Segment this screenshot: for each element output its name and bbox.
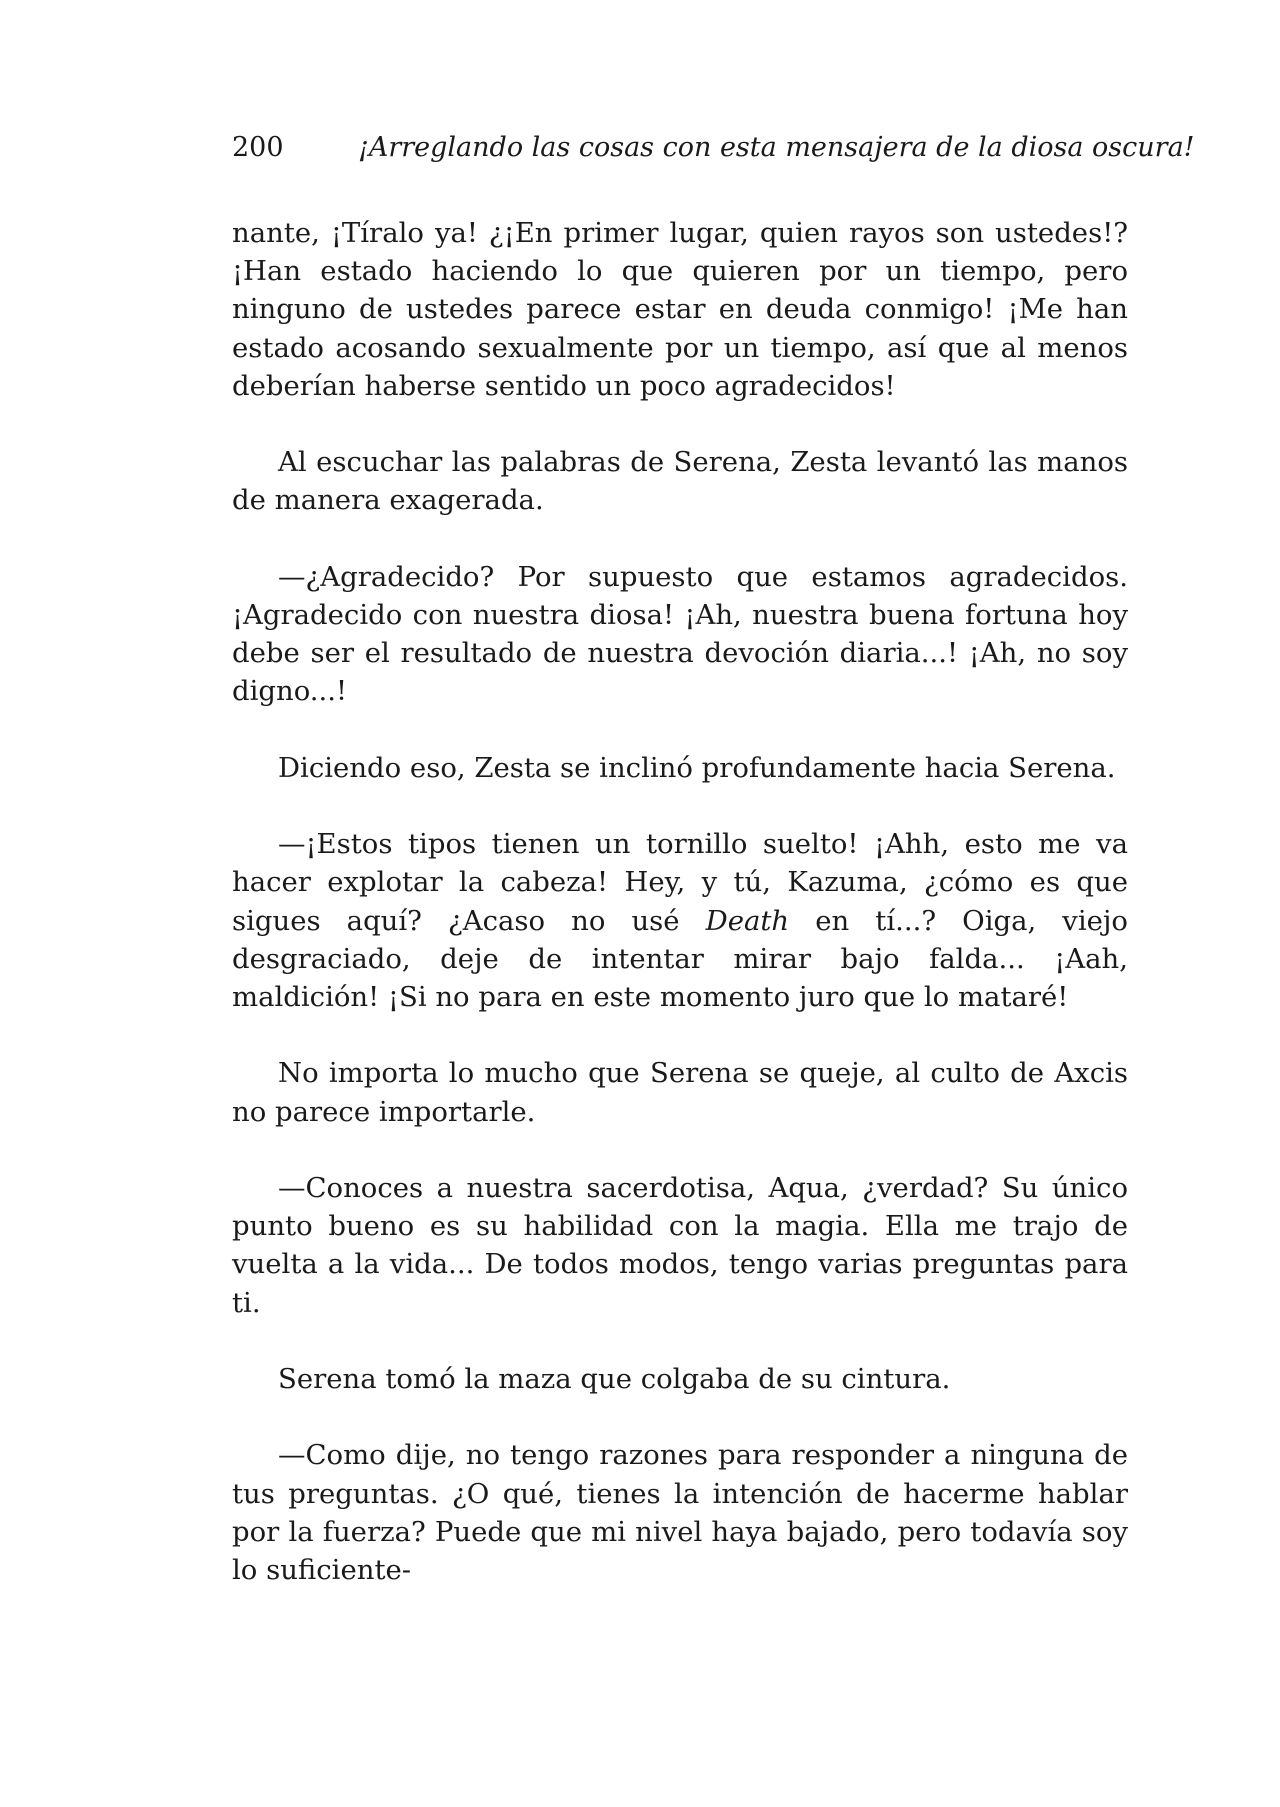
page-header	[232, 128, 1195, 168]
book-page	[232, 128, 1195, 1627]
paragraph: Al escuchar las palabras de Serena, Zesta levantó las manos de manera exagerada.	[232, 446, 1128, 517]
paragraph: nante, ¡Tíralo ya! ¿¡En primer lugar, quien rayos son ustedes!? ¡Han estado haciendo lo que quieren por un tiempo, pero ninguno de ustedes parece estar en deuda conmigo! ¡Me han estado acosando sexualmente por un tiempo, así que al menos deberían haberse sentido un poco agradecidos!	[232, 217, 1128, 402]
paragraph-text: —¡Estos tipos tienen un tornillo suelto! ¡Ahh, esto me va hacer explotar la cabeza! Hey, y tú, Kazuma, ¿cómo es que sigues aquí? ¿Acaso no usé	[232, 828, 1128, 937]
running-title: ¡Arreglando las cosas con esta mensajera de la diosa oscura!	[358, 132, 1195, 163]
paragraph: Diciendo eso, Zesta se inclinó profundamente hacia Serena.	[278, 751, 1116, 784]
paragraph	[232, 825, 1128, 1016]
paragraph: —Como dije, no tengo razones para responder a ninguna de tus preguntas. ¿O qué, tienes la intención de hacerme hablar por la fuerza? Puede que mi nivel haya bajado, pero todavía soy lo suficiente-	[232, 1439, 1128, 1586]
paragraph: —Conoces a nuestra sacerdotisa, Aqua, ¿verdad? Su único punto bueno es su habilidad con la magia. Ella me trajo de vuelta a la vida... De todos modos, tengo varias preguntas para ti.	[232, 1171, 1128, 1319]
page-number: 200	[232, 132, 284, 163]
paragraph: Serena tomó la maza que colgaba de su cintura.	[278, 1362, 951, 1395]
page-body	[232, 214, 1128, 1589]
paragraph: —¿Agradecido? Por supuesto que estamos agradecidos. ¡Agradecido con nuestra diosa! ¡Ah, nuestra buena fortuna hoy debe ser el resultado de nuestra devoción diaria...! ¡Ah, no soy digno...!	[232, 560, 1128, 708]
paragraph-text: en tí...? Oiga, viejo desgraciado, deje de intentar mirar bajo falda... ¡Aah, maldición! ¡Si no para en este momento juro que lo mataré!	[232, 904, 1128, 1013]
spell-name-emphasis: Death	[705, 904, 790, 937]
paragraph: No importa lo mucho que Serena se queje, al culto de Axcis no parece importarle.	[232, 1057, 1128, 1128]
